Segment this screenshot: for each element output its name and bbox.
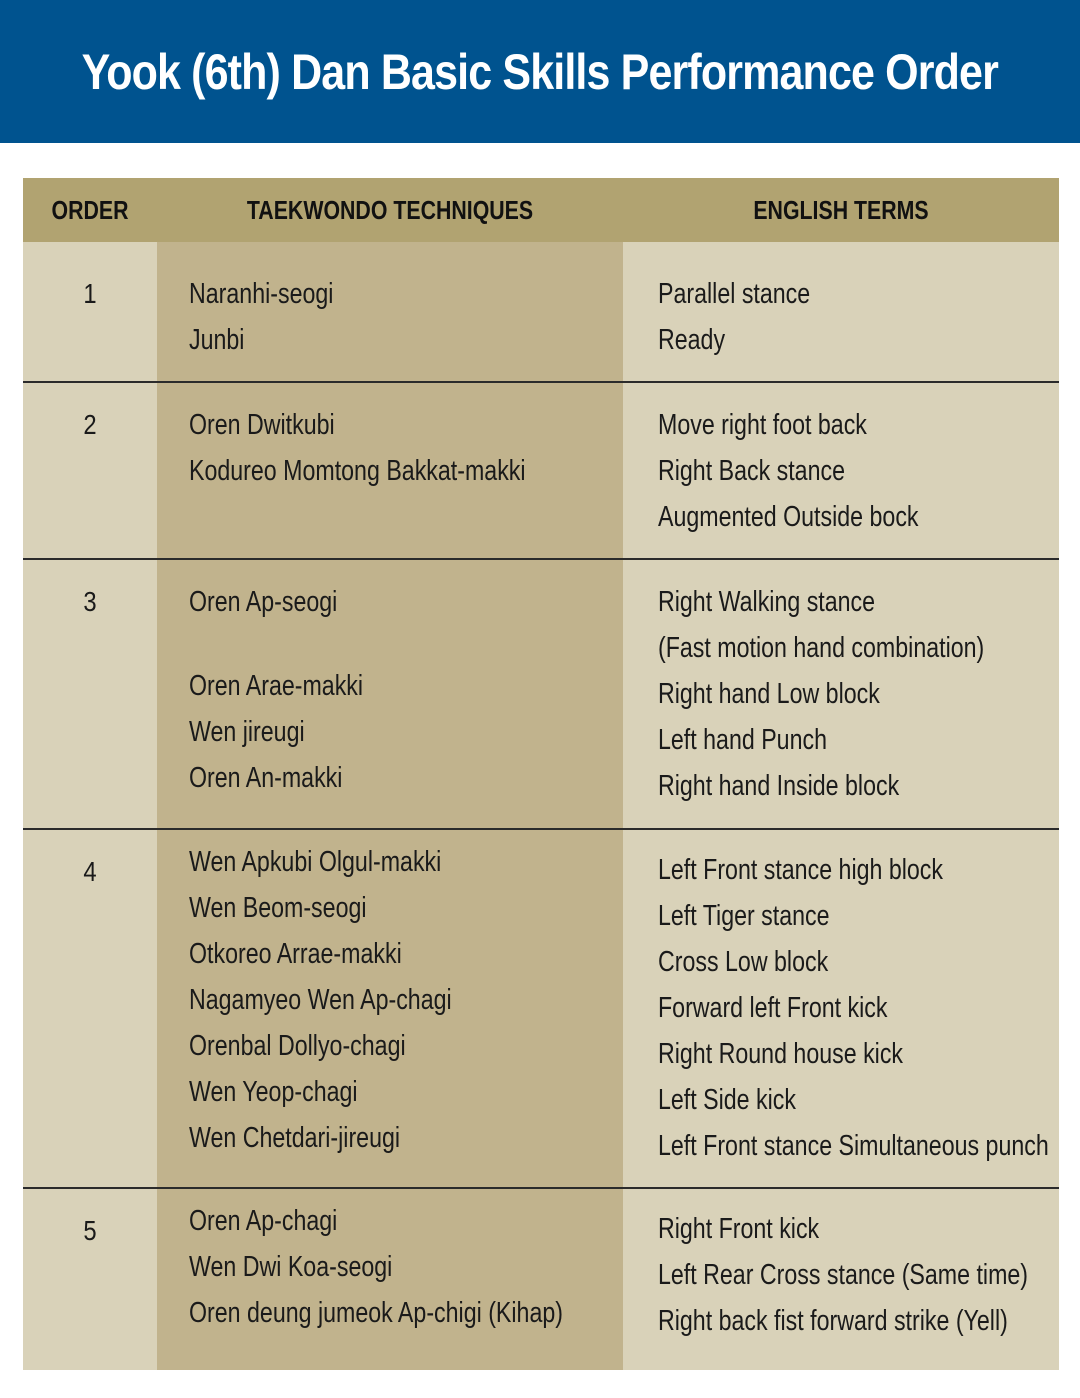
header-order: ORDER (51, 195, 129, 225)
page-title: Yook (6th) Dan Basic Skills Performance Order (81, 43, 999, 100)
technique-line: Nagamyeo Wen Ap-chagi (189, 984, 452, 1016)
technique-line: Oren An-makki (189, 762, 343, 794)
english-line: Right Round house kick (658, 1038, 904, 1070)
english-line: Left Rear Cross stance (Same time) (658, 1259, 1029, 1291)
technique-line: Oren Dwitkubi (189, 409, 335, 441)
technique-line: Orenbal Dollyo-chagi (189, 1030, 406, 1062)
table-row (23, 383, 1059, 560)
english-line: Left Side kick (658, 1084, 796, 1116)
order-number: 2 (83, 409, 97, 440)
technique-line: Kodureo Momtong Bakkat-makki (189, 455, 526, 487)
english-line: Cross Low block (658, 946, 829, 978)
technique-line: Junbi (189, 324, 245, 356)
technique-line: Wen Dwi Koa-seogi (189, 1251, 393, 1283)
english-line: Left Front stance Simultaneous punch (658, 1130, 1049, 1162)
table-row (23, 560, 1059, 830)
title-banner (0, 0, 1080, 143)
technique-line: Oren Ap-seogi (189, 586, 338, 618)
techniques-cell (157, 1189, 623, 1370)
english-line: Left Tiger stance (658, 900, 830, 932)
table-row (23, 830, 1059, 1189)
technique-line: Wen Apkubi Olgul-makki (189, 846, 442, 878)
header-english: ENGLISH TERMS (753, 195, 929, 225)
techniques-cell (157, 560, 623, 828)
english-line: Right hand Inside block (658, 770, 900, 802)
order-number: 4 (83, 856, 97, 887)
technique-line: Oren deung jumeok Ap-chigi (Kihap) (189, 1297, 563, 1329)
english-line: (Fast motion hand combination) (658, 632, 985, 664)
technique-line: Wen Yeop-chagi (189, 1076, 358, 1108)
english-cell (623, 830, 1059, 1187)
english-cell (623, 560, 1059, 828)
english-cell (623, 1189, 1059, 1370)
english-line: Left hand Punch (658, 724, 827, 756)
english-line: Forward left Front kick (658, 992, 888, 1024)
technique-line: Wen jireugi (189, 716, 305, 748)
table-row (23, 1189, 1059, 1370)
technique-line: Wen Chetdari-jireugi (189, 1122, 401, 1154)
table-row (23, 242, 1059, 383)
techniques-cell (157, 383, 623, 558)
techniques-table (23, 178, 1059, 1370)
english-line: Right back fist forward strike (Yell) (658, 1305, 1008, 1337)
order-number: 3 (83, 586, 97, 617)
english-cell (623, 383, 1059, 558)
technique-line: Otkoreo Arrae-makki (189, 938, 402, 970)
english-line: Parallel stance (658, 278, 811, 310)
technique-line: Naranhi-seogi (189, 278, 334, 310)
english-line: Left Front stance high block (658, 854, 944, 886)
order-number: 5 (83, 1215, 97, 1246)
technique-line: Wen Beom-seogi (189, 892, 367, 924)
english-line: Move right foot back (658, 409, 867, 441)
table-header (23, 178, 1059, 242)
technique-line: Oren Arae-makki (189, 670, 364, 702)
english-line: Right hand Low block (658, 678, 880, 710)
techniques-cell (157, 830, 623, 1187)
techniques-cell (157, 242, 623, 381)
header-techniques: TAEKWONDO TECHNIQUES (246, 195, 534, 225)
order-number: 1 (83, 278, 97, 309)
english-line: Right Back stance (658, 455, 845, 487)
english-line: Ready (658, 324, 726, 356)
english-line: Right Walking stance (658, 586, 876, 618)
english-line: Augmented Outside bock (658, 501, 919, 533)
english-cell (623, 242, 1059, 381)
technique-line: Oren Ap-chagi (189, 1205, 338, 1237)
english-line: Right Front kick (658, 1213, 820, 1245)
